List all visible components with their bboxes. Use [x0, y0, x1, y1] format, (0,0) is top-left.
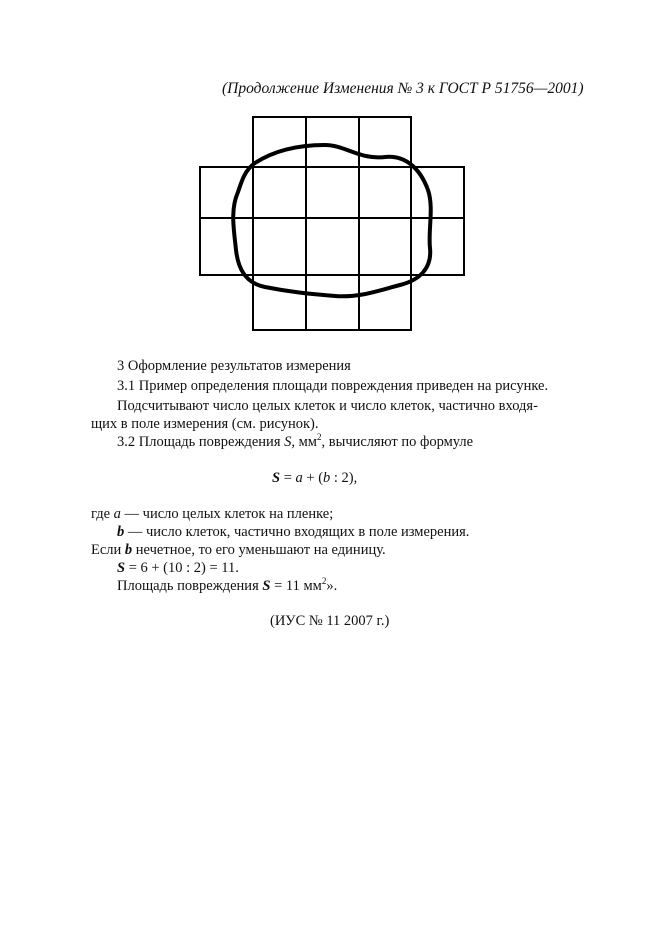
- p32-var-s: S: [284, 434, 292, 450]
- grid-cell: [306, 275, 359, 330]
- grid-cell: [306, 117, 359, 167]
- where-b: b: [117, 524, 125, 540]
- area-formula: [272, 469, 357, 487]
- where-b-line: [117, 523, 469, 541]
- grid-cell: [253, 167, 306, 218]
- grid-cell: [253, 275, 306, 330]
- where-a-line: [91, 505, 333, 523]
- formula-tail: : 2),: [330, 470, 358, 486]
- odd-before: Если: [91, 542, 125, 558]
- where-prefix: где: [91, 506, 114, 522]
- paragraph-count-line-2: щих в поле измерения (см. рисунок).: [91, 416, 319, 432]
- footer-reference: (ИУС № 11 2007 г.): [270, 613, 390, 629]
- grid-cell: [306, 167, 359, 218]
- odd-rule-line: [91, 541, 386, 559]
- paragraph-3-1: 3.1 Пример определения площади повреждения приведен на рисунке.: [117, 378, 549, 394]
- grid-cell: [359, 218, 411, 275]
- odd-b: b: [124, 542, 133, 558]
- where-a: a: [113, 506, 121, 522]
- grid-cell: [359, 167, 411, 218]
- formula-eq: =: [280, 470, 296, 486]
- example-calc-line: [117, 559, 239, 577]
- p32-sup: 2: [316, 432, 322, 442]
- formula-s: S: [272, 470, 281, 486]
- where-b-desc: — число клеток, частично входящих в поле измерения.: [124, 524, 470, 540]
- grid-cell: [200, 218, 253, 275]
- page-header: (Продолжение Изменения № 3 к ГОСТ Р 51756—2001): [222, 80, 584, 97]
- result-after: = 11 мм: [270, 578, 322, 594]
- result-s: S: [262, 578, 271, 594]
- formula-a: a: [295, 470, 303, 486]
- result-sup: 2: [321, 576, 327, 586]
- p32-text-middle: , мм: [291, 434, 317, 450]
- grid-cell: [253, 218, 306, 275]
- formula-b: b: [323, 470, 331, 486]
- formula-plus: + (: [302, 470, 324, 486]
- where-a-desc: — число целых клеток на пленке;: [120, 506, 334, 522]
- paragraph-count-line-1: Подсчитывают число целых клеток и число клеток, частично входя-: [117, 398, 538, 414]
- example-calc: = 6 + (10 : 2) = 11.: [125, 560, 239, 576]
- grid-cell: [306, 218, 359, 275]
- grid-cell: [411, 218, 464, 275]
- odd-after: нечетное, то его уменьшают на единицу.: [132, 542, 386, 558]
- p32-text-after: , вычисляют по формуле: [321, 434, 474, 450]
- result-line: [117, 577, 337, 595]
- result-before: Площадь повреждения: [117, 578, 263, 594]
- p32-text-before: 3.2 Площадь повреждения: [117, 434, 285, 450]
- paragraph-3-2: [117, 433, 473, 451]
- example-s: S: [117, 560, 126, 576]
- section-title: 3 Оформление результатов измерения: [117, 358, 351, 374]
- result-close: ».: [326, 578, 338, 594]
